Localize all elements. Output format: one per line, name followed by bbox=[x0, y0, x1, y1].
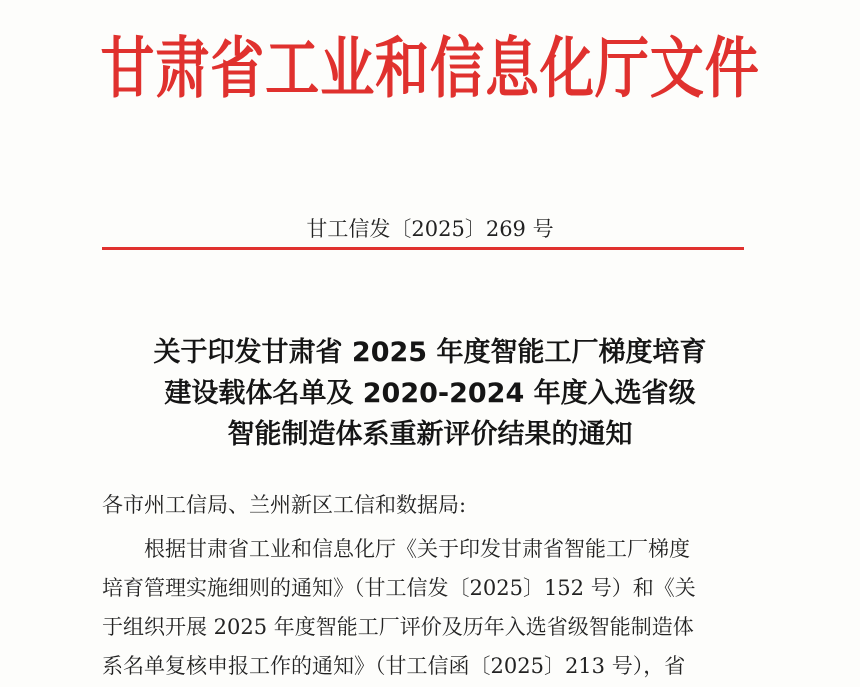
document-title bbox=[0, 332, 860, 455]
body-paragraph bbox=[102, 530, 752, 686]
title-line: 建设载体名单及 2020-2024 年度入选省级 bbox=[164, 378, 696, 409]
issuer-red-header: 甘肃省工业和信息化厅文件 bbox=[100, 29, 760, 107]
paragraph-line: 于组织开展 2025 年度智能工厂评价及历年入选省级智能制造体 bbox=[102, 615, 694, 639]
title-line: 关于印发甘肃省 2025 年度智能工厂梯度培育 bbox=[153, 337, 707, 368]
paragraph-line: 根据甘肃省工业和信息化厅《关于印发甘肃省智能工厂梯度 bbox=[144, 537, 690, 561]
salutation: 各市州工信局、兰州新区工信和数据局: bbox=[102, 493, 467, 517]
red-divider-line bbox=[102, 247, 744, 250]
document-number: 甘工信发〔2025〕269 号 bbox=[306, 217, 554, 241]
paragraph-line: 培育管理实施细则的通知》（甘工信发〔2025〕152 号）和《关 bbox=[102, 576, 696, 600]
title-line: 智能制造体系重新评价结果的通知 bbox=[227, 419, 633, 450]
paragraph-line: 系名单复核申报工作的通知》（甘工信函〔2025〕213 号），省 bbox=[102, 654, 686, 678]
